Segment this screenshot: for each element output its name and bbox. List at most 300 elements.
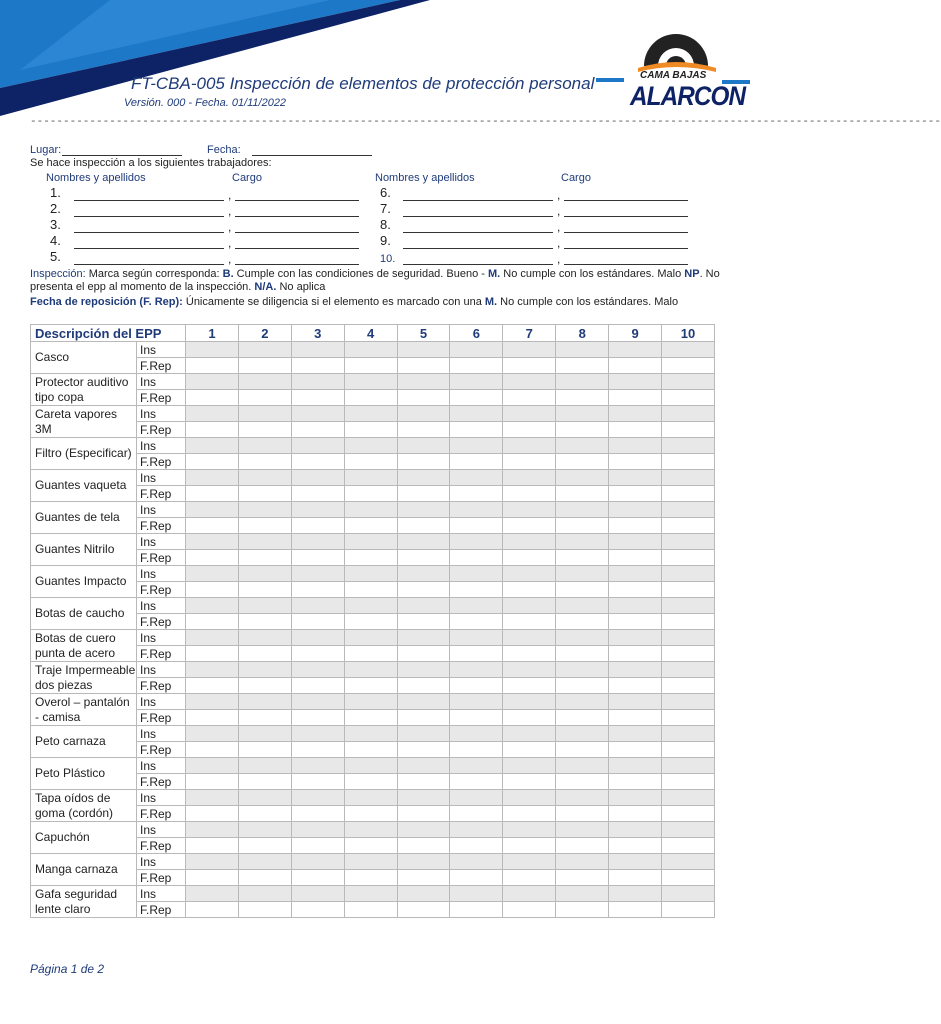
inspection-cell[interactable] xyxy=(609,886,662,902)
inspection-cell[interactable] xyxy=(503,422,556,438)
inspection-cell[interactable] xyxy=(186,806,239,822)
inspection-cell[interactable] xyxy=(609,614,662,630)
inspection-cell[interactable] xyxy=(344,630,397,646)
inspection-cell[interactable] xyxy=(344,582,397,598)
inspection-cell[interactable] xyxy=(344,534,397,550)
worker-name-field[interactable] xyxy=(403,232,553,233)
worker-name-field[interactable] xyxy=(74,216,224,217)
worker-cargo-field[interactable] xyxy=(235,248,359,249)
inspection-cell[interactable] xyxy=(397,790,450,806)
inspection-cell[interactable] xyxy=(344,422,397,438)
inspection-cell[interactable] xyxy=(397,806,450,822)
inspection-cell[interactable] xyxy=(397,438,450,454)
inspection-cell[interactable] xyxy=(609,646,662,662)
inspection-cell[interactable] xyxy=(450,502,503,518)
inspection-cell[interactable] xyxy=(291,726,344,742)
inspection-cell[interactable] xyxy=(503,358,556,374)
worker-cargo-field[interactable] xyxy=(564,232,688,233)
inspection-cell[interactable] xyxy=(238,886,291,902)
inspection-cell[interactable] xyxy=(397,486,450,502)
inspection-cell[interactable] xyxy=(450,694,503,710)
inspection-cell[interactable] xyxy=(186,390,239,406)
inspection-cell[interactable] xyxy=(609,662,662,678)
inspection-cell[interactable] xyxy=(291,374,344,390)
inspection-cell[interactable] xyxy=(238,502,291,518)
inspection-cell[interactable] xyxy=(662,470,715,486)
inspection-cell[interactable] xyxy=(291,710,344,726)
inspection-cell[interactable] xyxy=(609,502,662,518)
inspection-cell[interactable] xyxy=(609,854,662,870)
inspection-cell[interactable] xyxy=(291,566,344,582)
inspection-cell[interactable] xyxy=(662,534,715,550)
inspection-cell[interactable] xyxy=(609,774,662,790)
inspection-cell[interactable] xyxy=(609,406,662,422)
worker-name-field[interactable] xyxy=(403,248,553,249)
inspection-cell[interactable] xyxy=(344,806,397,822)
inspection-cell[interactable] xyxy=(238,646,291,662)
inspection-cell[interactable] xyxy=(291,822,344,838)
inspection-cell[interactable] xyxy=(503,678,556,694)
inspection-cell[interactable] xyxy=(291,870,344,886)
inspection-cell[interactable] xyxy=(397,886,450,902)
inspection-cell[interactable] xyxy=(609,790,662,806)
inspection-cell[interactable] xyxy=(344,550,397,566)
inspection-cell[interactable] xyxy=(503,534,556,550)
inspection-cell[interactable] xyxy=(556,758,609,774)
inspection-cell[interactable] xyxy=(397,582,450,598)
inspection-cell[interactable] xyxy=(450,662,503,678)
inspection-cell[interactable] xyxy=(556,726,609,742)
inspection-cell[interactable] xyxy=(662,710,715,726)
inspection-cell[interactable] xyxy=(662,838,715,854)
inspection-cell[interactable] xyxy=(397,566,450,582)
inspection-cell[interactable] xyxy=(556,742,609,758)
inspection-cell[interactable] xyxy=(609,582,662,598)
inspection-cell[interactable] xyxy=(344,438,397,454)
inspection-cell[interactable] xyxy=(291,646,344,662)
inspection-cell[interactable] xyxy=(238,454,291,470)
inspection-cell[interactable] xyxy=(344,870,397,886)
inspection-cell[interactable] xyxy=(291,390,344,406)
inspection-cell[interactable] xyxy=(556,662,609,678)
inspection-cell[interactable] xyxy=(556,390,609,406)
inspection-cell[interactable] xyxy=(397,630,450,646)
inspection-cell[interactable] xyxy=(344,694,397,710)
inspection-cell[interactable] xyxy=(397,854,450,870)
inspection-cell[interactable] xyxy=(291,790,344,806)
inspection-cell[interactable] xyxy=(662,902,715,918)
worker-cargo-field[interactable] xyxy=(564,216,688,217)
inspection-cell[interactable] xyxy=(609,758,662,774)
inspection-cell[interactable] xyxy=(503,854,556,870)
inspection-cell[interactable] xyxy=(238,742,291,758)
inspection-cell[interactable] xyxy=(609,838,662,854)
inspection-cell[interactable] xyxy=(609,358,662,374)
inspection-cell[interactable] xyxy=(503,806,556,822)
inspection-cell[interactable] xyxy=(238,422,291,438)
inspection-cell[interactable] xyxy=(344,486,397,502)
inspection-cell[interactable] xyxy=(186,438,239,454)
inspection-cell[interactable] xyxy=(186,694,239,710)
inspection-cell[interactable] xyxy=(238,358,291,374)
worker-name-field[interactable] xyxy=(74,248,224,249)
inspection-cell[interactable] xyxy=(556,566,609,582)
inspection-cell[interactable] xyxy=(609,470,662,486)
inspection-cell[interactable] xyxy=(291,486,344,502)
inspection-cell[interactable] xyxy=(291,502,344,518)
worker-cargo-field[interactable] xyxy=(235,264,359,265)
inspection-cell[interactable] xyxy=(291,342,344,358)
inspection-cell[interactable] xyxy=(662,390,715,406)
inspection-cell[interactable] xyxy=(397,822,450,838)
inspection-cell[interactable] xyxy=(503,662,556,678)
inspection-cell[interactable] xyxy=(662,662,715,678)
inspection-cell[interactable] xyxy=(344,614,397,630)
inspection-cell[interactable] xyxy=(450,470,503,486)
inspection-cell[interactable] xyxy=(397,454,450,470)
inspection-cell[interactable] xyxy=(186,502,239,518)
worker-name-field[interactable] xyxy=(74,200,224,201)
inspection-cell[interactable] xyxy=(186,550,239,566)
inspection-cell[interactable] xyxy=(556,774,609,790)
inspection-cell[interactable] xyxy=(662,502,715,518)
inspection-cell[interactable] xyxy=(662,726,715,742)
inspection-cell[interactable] xyxy=(186,790,239,806)
inspection-cell[interactable] xyxy=(503,566,556,582)
inspection-cell[interactable] xyxy=(186,886,239,902)
inspection-cell[interactable] xyxy=(397,838,450,854)
inspection-cell[interactable] xyxy=(238,710,291,726)
inspection-cell[interactable] xyxy=(556,374,609,390)
inspection-cell[interactable] xyxy=(556,806,609,822)
inspection-cell[interactable] xyxy=(503,726,556,742)
inspection-cell[interactable] xyxy=(186,470,239,486)
inspection-cell[interactable] xyxy=(609,902,662,918)
inspection-cell[interactable] xyxy=(397,710,450,726)
inspection-cell[interactable] xyxy=(662,422,715,438)
inspection-cell[interactable] xyxy=(397,614,450,630)
inspection-cell[interactable] xyxy=(186,598,239,614)
inspection-cell[interactable] xyxy=(503,710,556,726)
inspection-cell[interactable] xyxy=(291,518,344,534)
worker-cargo-field[interactable] xyxy=(564,248,688,249)
inspection-cell[interactable] xyxy=(291,454,344,470)
inspection-cell[interactable] xyxy=(344,646,397,662)
inspection-cell[interactable] xyxy=(238,902,291,918)
inspection-cell[interactable] xyxy=(450,614,503,630)
inspection-cell[interactable] xyxy=(609,534,662,550)
inspection-cell[interactable] xyxy=(556,854,609,870)
inspection-cell[interactable] xyxy=(238,694,291,710)
inspection-cell[interactable] xyxy=(556,534,609,550)
inspection-cell[interactable] xyxy=(397,374,450,390)
inspection-cell[interactable] xyxy=(609,438,662,454)
inspection-cell[interactable] xyxy=(238,854,291,870)
inspection-cell[interactable] xyxy=(238,790,291,806)
inspection-cell[interactable] xyxy=(503,646,556,662)
inspection-cell[interactable] xyxy=(186,614,239,630)
inspection-cell[interactable] xyxy=(609,422,662,438)
inspection-cell[interactable] xyxy=(291,902,344,918)
inspection-cell[interactable] xyxy=(662,438,715,454)
inspection-cell[interactable] xyxy=(556,710,609,726)
inspection-cell[interactable] xyxy=(344,886,397,902)
worker-name-field[interactable] xyxy=(403,264,553,265)
inspection-cell[interactable] xyxy=(662,790,715,806)
inspection-cell[interactable] xyxy=(450,726,503,742)
inspection-cell[interactable] xyxy=(450,774,503,790)
inspection-cell[interactable] xyxy=(503,822,556,838)
inspection-cell[interactable] xyxy=(450,630,503,646)
inspection-cell[interactable] xyxy=(556,790,609,806)
inspection-cell[interactable] xyxy=(609,726,662,742)
inspection-cell[interactable] xyxy=(344,502,397,518)
inspection-cell[interactable] xyxy=(450,422,503,438)
inspection-cell[interactable] xyxy=(397,534,450,550)
worker-cargo-field[interactable] xyxy=(235,200,359,201)
inspection-cell[interactable] xyxy=(450,534,503,550)
inspection-cell[interactable] xyxy=(556,630,609,646)
inspection-cell[interactable] xyxy=(503,406,556,422)
inspection-cell[interactable] xyxy=(238,614,291,630)
inspection-cell[interactable] xyxy=(186,406,239,422)
inspection-cell[interactable] xyxy=(556,870,609,886)
inspection-cell[interactable] xyxy=(450,886,503,902)
inspection-cell[interactable] xyxy=(397,646,450,662)
inspection-cell[interactable] xyxy=(291,886,344,902)
inspection-cell[interactable] xyxy=(450,582,503,598)
inspection-cell[interactable] xyxy=(556,678,609,694)
inspection-cell[interactable] xyxy=(609,374,662,390)
inspection-cell[interactable] xyxy=(503,758,556,774)
inspection-cell[interactable] xyxy=(238,342,291,358)
inspection-cell[interactable] xyxy=(609,454,662,470)
inspection-cell[interactable] xyxy=(662,742,715,758)
inspection-cell[interactable] xyxy=(662,598,715,614)
inspection-cell[interactable] xyxy=(556,438,609,454)
inspection-cell[interactable] xyxy=(503,742,556,758)
inspection-cell[interactable] xyxy=(609,390,662,406)
inspection-cell[interactable] xyxy=(503,902,556,918)
fecha-field[interactable] xyxy=(252,155,372,156)
inspection-cell[interactable] xyxy=(291,838,344,854)
inspection-cell[interactable] xyxy=(344,838,397,854)
inspection-cell[interactable] xyxy=(662,374,715,390)
inspection-cell[interactable] xyxy=(397,598,450,614)
inspection-cell[interactable] xyxy=(344,710,397,726)
inspection-cell[interactable] xyxy=(503,614,556,630)
inspection-cell[interactable] xyxy=(397,502,450,518)
inspection-cell[interactable] xyxy=(662,342,715,358)
inspection-cell[interactable] xyxy=(186,342,239,358)
inspection-cell[interactable] xyxy=(556,902,609,918)
inspection-cell[interactable] xyxy=(609,678,662,694)
inspection-cell[interactable] xyxy=(291,678,344,694)
inspection-cell[interactable] xyxy=(556,406,609,422)
inspection-cell[interactable] xyxy=(238,470,291,486)
inspection-cell[interactable] xyxy=(291,598,344,614)
inspection-cell[interactable] xyxy=(186,742,239,758)
inspection-cell[interactable] xyxy=(556,694,609,710)
inspection-cell[interactable] xyxy=(186,422,239,438)
inspection-cell[interactable] xyxy=(450,598,503,614)
inspection-cell[interactable] xyxy=(450,870,503,886)
inspection-cell[interactable] xyxy=(662,646,715,662)
inspection-cell[interactable] xyxy=(556,582,609,598)
inspection-cell[interactable] xyxy=(186,646,239,662)
inspection-cell[interactable] xyxy=(503,390,556,406)
inspection-cell[interactable] xyxy=(186,902,239,918)
inspection-cell[interactable] xyxy=(450,438,503,454)
inspection-cell[interactable] xyxy=(609,550,662,566)
inspection-cell[interactable] xyxy=(344,774,397,790)
inspection-cell[interactable] xyxy=(503,774,556,790)
inspection-cell[interactable] xyxy=(556,502,609,518)
inspection-cell[interactable] xyxy=(609,806,662,822)
inspection-cell[interactable] xyxy=(450,854,503,870)
inspection-cell[interactable] xyxy=(186,582,239,598)
inspection-cell[interactable] xyxy=(186,838,239,854)
inspection-cell[interactable] xyxy=(662,566,715,582)
inspection-cell[interactable] xyxy=(238,806,291,822)
inspection-cell[interactable] xyxy=(662,806,715,822)
inspection-cell[interactable] xyxy=(556,486,609,502)
worker-cargo-field[interactable] xyxy=(564,200,688,201)
inspection-cell[interactable] xyxy=(397,406,450,422)
inspection-cell[interactable] xyxy=(344,390,397,406)
inspection-cell[interactable] xyxy=(662,486,715,502)
inspection-cell[interactable] xyxy=(238,598,291,614)
inspection-cell[interactable] xyxy=(344,678,397,694)
inspection-cell[interactable] xyxy=(397,758,450,774)
inspection-cell[interactable] xyxy=(503,598,556,614)
worker-name-field[interactable] xyxy=(403,216,553,217)
inspection-cell[interactable] xyxy=(291,662,344,678)
inspection-cell[interactable] xyxy=(238,486,291,502)
inspection-cell[interactable] xyxy=(503,518,556,534)
inspection-cell[interactable] xyxy=(609,486,662,502)
inspection-cell[interactable] xyxy=(503,630,556,646)
inspection-cell[interactable] xyxy=(450,790,503,806)
inspection-cell[interactable] xyxy=(450,822,503,838)
inspection-cell[interactable] xyxy=(450,742,503,758)
inspection-cell[interactable] xyxy=(186,710,239,726)
inspection-cell[interactable] xyxy=(662,582,715,598)
inspection-cell[interactable] xyxy=(662,614,715,630)
inspection-cell[interactable] xyxy=(186,358,239,374)
inspection-cell[interactable] xyxy=(344,726,397,742)
inspection-cell[interactable] xyxy=(503,342,556,358)
inspection-cell[interactable] xyxy=(503,838,556,854)
inspection-cell[interactable] xyxy=(556,470,609,486)
inspection-cell[interactable] xyxy=(450,646,503,662)
inspection-cell[interactable] xyxy=(503,870,556,886)
inspection-cell[interactable] xyxy=(503,886,556,902)
inspection-cell[interactable] xyxy=(238,534,291,550)
inspection-cell[interactable] xyxy=(291,534,344,550)
inspection-cell[interactable] xyxy=(503,374,556,390)
inspection-cell[interactable] xyxy=(397,342,450,358)
inspection-cell[interactable] xyxy=(291,582,344,598)
worker-name-field[interactable] xyxy=(74,232,224,233)
inspection-cell[interactable] xyxy=(450,806,503,822)
inspection-cell[interactable] xyxy=(344,662,397,678)
inspection-cell[interactable] xyxy=(450,566,503,582)
worker-cargo-field[interactable] xyxy=(564,264,688,265)
inspection-cell[interactable] xyxy=(662,358,715,374)
inspection-cell[interactable] xyxy=(556,614,609,630)
inspection-cell[interactable] xyxy=(344,406,397,422)
inspection-cell[interactable] xyxy=(344,854,397,870)
inspection-cell[interactable] xyxy=(344,822,397,838)
inspection-cell[interactable] xyxy=(662,630,715,646)
inspection-cell[interactable] xyxy=(186,374,239,390)
inspection-cell[interactable] xyxy=(662,550,715,566)
inspection-cell[interactable] xyxy=(238,550,291,566)
inspection-cell[interactable] xyxy=(186,726,239,742)
inspection-cell[interactable] xyxy=(344,454,397,470)
inspection-cell[interactable] xyxy=(609,870,662,886)
inspection-cell[interactable] xyxy=(662,678,715,694)
inspection-cell[interactable] xyxy=(450,678,503,694)
inspection-cell[interactable] xyxy=(397,742,450,758)
inspection-cell[interactable] xyxy=(397,726,450,742)
inspection-cell[interactable] xyxy=(186,758,239,774)
inspection-cell[interactable] xyxy=(450,454,503,470)
inspection-cell[interactable] xyxy=(186,486,239,502)
inspection-cell[interactable] xyxy=(291,774,344,790)
inspection-cell[interactable] xyxy=(609,598,662,614)
inspection-cell[interactable] xyxy=(397,902,450,918)
inspection-cell[interactable] xyxy=(556,822,609,838)
inspection-cell[interactable] xyxy=(609,566,662,582)
inspection-cell[interactable] xyxy=(662,774,715,790)
inspection-cell[interactable] xyxy=(503,470,556,486)
inspection-cell[interactable] xyxy=(238,406,291,422)
inspection-cell[interactable] xyxy=(238,678,291,694)
inspection-cell[interactable] xyxy=(556,454,609,470)
inspection-cell[interactable] xyxy=(186,566,239,582)
inspection-cell[interactable] xyxy=(238,758,291,774)
inspection-cell[interactable] xyxy=(503,582,556,598)
inspection-cell[interactable] xyxy=(662,886,715,902)
inspection-cell[interactable] xyxy=(238,518,291,534)
inspection-cell[interactable] xyxy=(344,518,397,534)
inspection-cell[interactable] xyxy=(186,454,239,470)
inspection-cell[interactable] xyxy=(344,758,397,774)
inspection-cell[interactable] xyxy=(397,358,450,374)
inspection-cell[interactable] xyxy=(397,518,450,534)
inspection-cell[interactable] xyxy=(186,662,239,678)
inspection-cell[interactable] xyxy=(344,470,397,486)
inspection-cell[interactable] xyxy=(503,486,556,502)
inspection-cell[interactable] xyxy=(556,358,609,374)
worker-name-field[interactable] xyxy=(74,264,224,265)
inspection-cell[interactable] xyxy=(662,854,715,870)
inspection-cell[interactable] xyxy=(556,598,609,614)
inspection-cell[interactable] xyxy=(291,550,344,566)
inspection-cell[interactable] xyxy=(609,630,662,646)
inspection-cell[interactable] xyxy=(503,438,556,454)
inspection-cell[interactable] xyxy=(291,438,344,454)
inspection-cell[interactable] xyxy=(397,662,450,678)
inspection-cell[interactable] xyxy=(238,582,291,598)
inspection-cell[interactable] xyxy=(238,870,291,886)
worker-name-field[interactable] xyxy=(403,200,553,201)
inspection-cell[interactable] xyxy=(450,758,503,774)
worker-cargo-field[interactable] xyxy=(235,216,359,217)
inspection-cell[interactable] xyxy=(291,614,344,630)
